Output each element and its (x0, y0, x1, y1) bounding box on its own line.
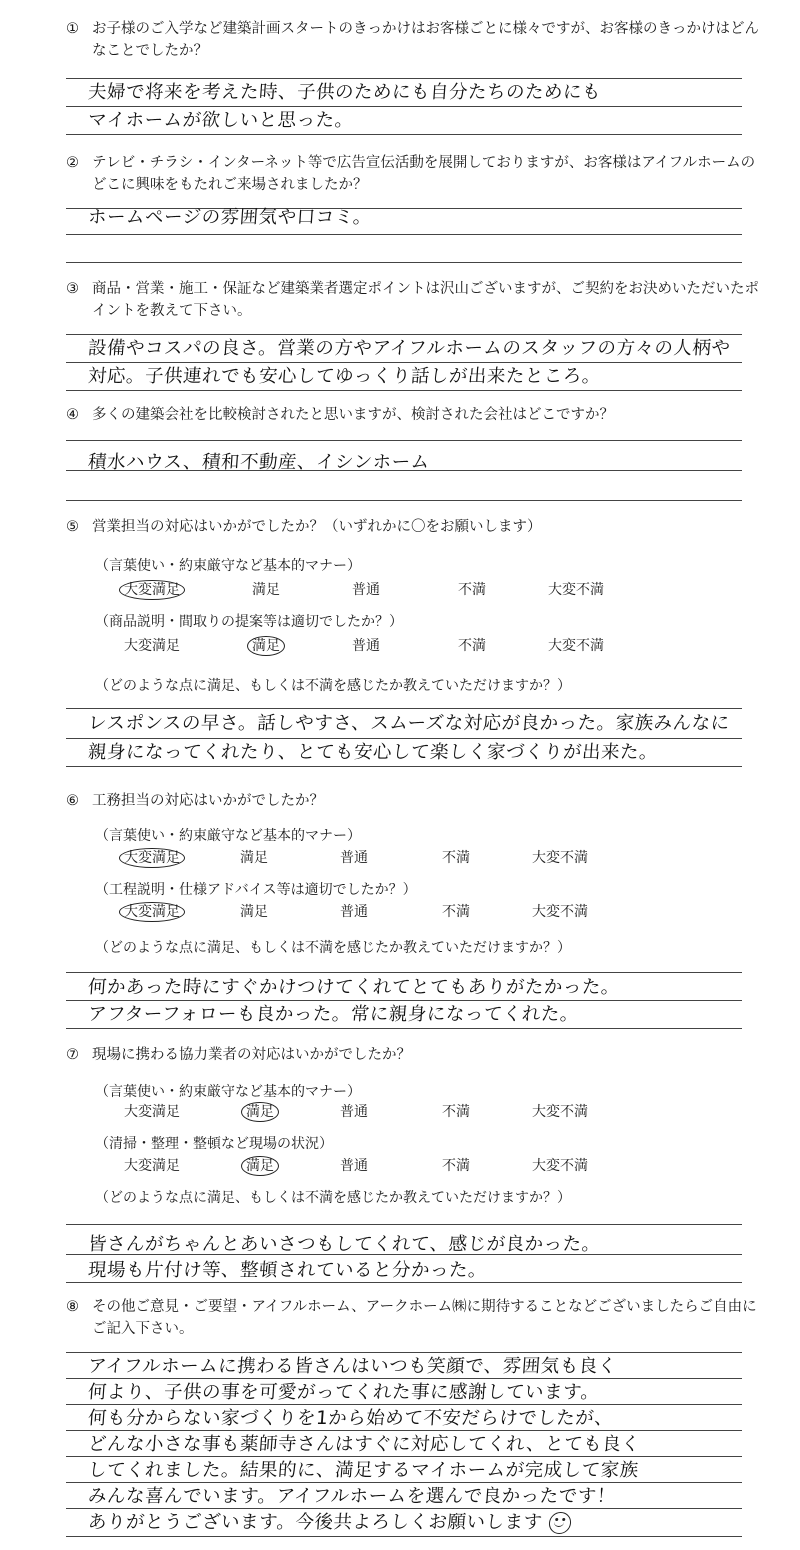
answer-line (66, 234, 742, 235)
rating-dissatisfied[interactable]: 不満 (442, 1158, 470, 1174)
question-number: ⑤ (66, 519, 79, 535)
rating-neutral[interactable]: 普通 (340, 904, 368, 920)
answer-line (66, 362, 742, 363)
rating-neutral[interactable]: 普通 (340, 850, 368, 866)
rating-neutral[interactable]: 普通 (352, 582, 380, 598)
criteria-label: （清掃・整理・整頓など現場の状況） (95, 1136, 333, 1152)
answer-line-2: マイホームが欲しいと思った。 (87, 110, 355, 131)
rating-very-satisfied[interactable]: 大変満足 (124, 1104, 180, 1120)
question-2 (66, 152, 766, 196)
comment-prompt: （どのような点に満足、もしくは不満を感じたか教えていただけますか？） (95, 940, 571, 956)
answer-line-7: ありがとうございます。今後共よろしくお願いします (87, 1510, 571, 1536)
answer-line (66, 106, 742, 107)
criteria-label: （言葉使い・約束厳守など基本的マナー） (95, 1084, 361, 1100)
rating-very-satisfied[interactable]: 大変満足 (124, 580, 185, 600)
answer-line-1: ホームページの雰囲気や口コミ。 (87, 207, 373, 228)
answer-line (66, 390, 742, 391)
answer-line (66, 1352, 742, 1353)
answer-line-5: してくれました。結果的に、満足するマイホームが完成して家族 (87, 1460, 640, 1481)
answer-line (66, 1282, 742, 1283)
question-number: ④ (66, 407, 79, 423)
answer-line (66, 334, 742, 335)
rating-dissatisfied[interactable]: 不満 (442, 1104, 470, 1120)
question-number: ① (66, 21, 79, 37)
answer-line (66, 972, 742, 973)
question-text: テレビ・チラシ・インターネット等で広告宣伝活動を展開しておりますが、お客様はアイフルホームのどこに興味をもたれご来場されましたか？ (92, 155, 756, 193)
rating-neutral[interactable]: 普通 (340, 1158, 368, 1174)
smiley-face-icon (548, 1512, 572, 1534)
rating-satisfied[interactable]: 満足 (240, 904, 268, 920)
answer-line (66, 500, 742, 501)
rating-satisfied[interactable]: 満足 (252, 582, 280, 598)
question-number: ⑥ (66, 793, 79, 809)
rating-very-satisfied[interactable]: 大変満足 (124, 1158, 180, 1174)
rating-neutral[interactable]: 普通 (352, 638, 380, 654)
question-1 (66, 18, 766, 62)
rating-satisfied[interactable]: 満足 (246, 1156, 279, 1176)
answer-line (66, 1536, 742, 1537)
question-number: ③ (66, 281, 79, 297)
rating-satisfied[interactable]: 満足 (246, 1102, 279, 1122)
answer-line-1: レスポンスの早さ。話しやすさ、スムーズな対応が良かった。家族みんなに (87, 713, 731, 734)
question-text: 商品・営業・施工・保証など建築業者選定ポイントは沢山ございますが、ご契約をお決めいただいたポイントを教えて下さい。 (92, 281, 759, 319)
criteria-label: （言葉使い・約束厳守など基本的マナー） (95, 828, 361, 844)
question-text: その他ご意見・ご要望・アイフルホーム、アークホーム㈱に期待することなどございましたらご自由にご記入下さい。 (92, 1299, 757, 1337)
answer-line-1: 皆さんがちゃんとあいさつもしてくれて、感じが良かった。 (87, 1234, 602, 1255)
question-number: ⑦ (66, 1047, 79, 1063)
rating-very-satisfied[interactable]: 大変満足 (124, 848, 185, 868)
answer-line (66, 262, 742, 263)
question-text: 工務担当の対応はいかがでしたか？ (92, 793, 324, 809)
question-text: 多くの建築会社を比較検討されたと思いますが、検討された会社はどこですか？ (92, 407, 614, 423)
rating-neutral[interactable]: 普通 (340, 1104, 368, 1120)
answer-line-1: アイフルホームに携わる皆さんはいつも笑顔で、雰囲気も良く (87, 1356, 618, 1377)
answer-line (66, 1430, 742, 1431)
answer-line (66, 78, 742, 79)
answer-line (66, 134, 742, 135)
answer-line (66, 440, 742, 441)
answer-line-2: アフターフォローも良かった。常に親身になってくれた。 (87, 1004, 580, 1025)
answer-line (66, 708, 742, 709)
rating-very-satisfied[interactable]: 大変満足 (124, 638, 180, 654)
question-text: 現場に携わる協力業者の対応はいかがでしたか？ (92, 1047, 411, 1063)
comment-prompt: （どのような点に満足、もしくは不満を感じたか教えていただけますか？） (95, 1190, 571, 1206)
question-5 (66, 516, 766, 538)
question-6 (66, 790, 766, 812)
answer-line (66, 766, 742, 767)
answer-line (66, 1378, 742, 1379)
rating-dissatisfied[interactable]: 不満 (458, 638, 486, 654)
answer-line (66, 1224, 742, 1225)
rating-very-dissatisfied[interactable]: 大変不満 (548, 582, 604, 598)
answer-line-2: 親身になってくれたり、とても安心して楽しく家づくりが出来た。 (87, 742, 659, 763)
rating-very-dissatisfied[interactable]: 大変不満 (532, 1104, 588, 1120)
rating-very-dissatisfied[interactable]: 大変不満 (532, 904, 588, 920)
answer-line-1: 何かあった時にすぐかけつけてくれてとてもありがたかった。 (87, 977, 621, 998)
rating-dissatisfied[interactable]: 不満 (442, 850, 470, 866)
question-text: お子様のご入学など建築計画スタートのきっかけはお客様ごとに様々ですが、お客様のきっかけはどんなことでしたか？ (92, 21, 759, 59)
rating-satisfied[interactable]: 満足 (240, 850, 268, 866)
answer-line-1: 夫婦で将来を考えた時、子供のためにも自分たちのためにも (87, 82, 602, 103)
criteria-label: （工程説明・仕様アドバイス等は適切でしたか？） (95, 882, 417, 898)
rating-very-dissatisfied[interactable]: 大変不満 (548, 638, 604, 654)
question-8 (66, 1296, 766, 1340)
rating-dissatisfied[interactable]: 不満 (442, 904, 470, 920)
rating-very-dissatisfied[interactable]: 大変不満 (532, 1158, 588, 1174)
answer-line (66, 738, 742, 739)
question-number: ⑧ (66, 1299, 79, 1315)
criteria-label: （言葉使い・約束厳守など基本的マナー） (95, 558, 361, 574)
rating-satisfied[interactable]: 満足 (252, 636, 285, 656)
question-number: ② (66, 155, 79, 171)
answer-line (66, 1404, 742, 1405)
answer-line (66, 1254, 742, 1255)
criteria-label: （商品説明・間取りの提案等は適切でしたか？） (95, 614, 403, 630)
question-4 (66, 404, 766, 426)
answer-line (66, 1456, 742, 1457)
answer-line-1: 設備やコスパの良さ。営業の方やアイフルホームのスタッフの方々の人柄や (87, 338, 732, 359)
answer-line-1: 積水ハウス、積和不動産、イシンホーム (87, 452, 431, 473)
comment-prompt: （どのような点に満足、もしくは不満を感じたか教えていただけますか？） (95, 678, 571, 694)
answer-line (66, 1000, 742, 1001)
rating-very-satisfied[interactable]: 大変満足 (124, 902, 185, 922)
answer-line (66, 1508, 742, 1509)
rating-very-dissatisfied[interactable]: 大変不満 (532, 850, 588, 866)
answer-line (66, 1482, 742, 1483)
rating-dissatisfied[interactable]: 不満 (458, 582, 486, 598)
answer-line-6: みんな喜んでいます。アイフルホームを選んで良かったです！ (87, 1486, 617, 1507)
answer-line (66, 1028, 742, 1029)
question-text: 営業担当の対応はいかがでしたか？（いずれかに〇をお願いします） (92, 519, 542, 535)
answer-line-4: どんな小さな事も薬師寺さんはすぐに対応してくれ、とても良く (87, 1434, 641, 1455)
answer-line-3: 何も分からない家づくりを1から始めて不安だらけでしたが、 (87, 1408, 615, 1429)
answer-line-2: 何より、子供の事を可愛がってくれた事に感謝しています。 (87, 1382, 601, 1403)
question-7 (66, 1044, 766, 1066)
answer-line (66, 470, 742, 471)
question-3 (66, 278, 766, 322)
answer-line-2: 対応。子供連れでも安心してゆっくり話しが出来たところ。 (87, 366, 602, 387)
answer-line-2: 現場も片付け等、整頓されていると分かった。 (87, 1260, 488, 1281)
